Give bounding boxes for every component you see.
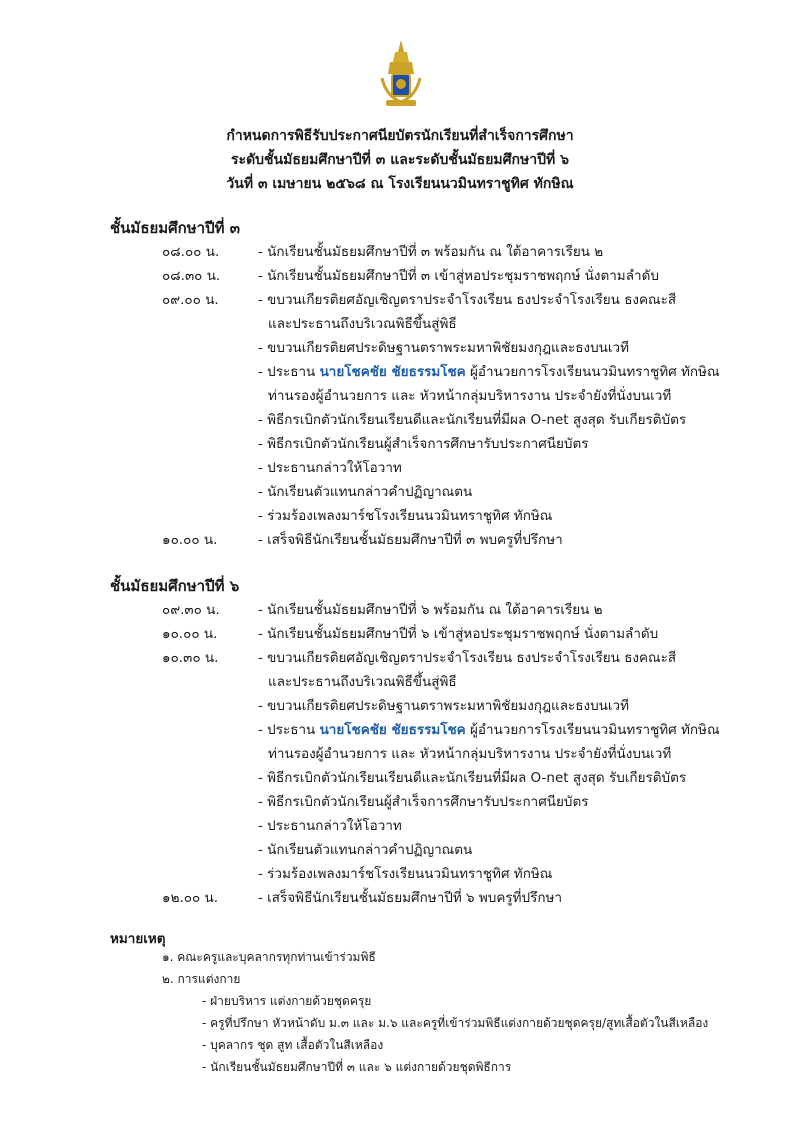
schedule-item: - นักเรียนชั้นมัธยมศึกษาปีที่ ๖ เข้าสู่หอประชุมราชพฤกษ์ นั่งตามลำดับ bbox=[258, 626, 659, 642]
schedule-item: - พิธีกรเบิกตัวนักเรียนผู้สำเร็จการศึกษารับประกาศนียบัตร bbox=[258, 794, 589, 810]
schedule-row bbox=[0, 336, 800, 360]
schedule-time: ๑๐.๐๐ น. bbox=[162, 626, 218, 642]
schedule-item-prefix: - ประธาน bbox=[258, 722, 320, 738]
schedule-time: ๐๘.๓๐ น. bbox=[162, 268, 221, 284]
schedule-item: - พิธีกรเบิกตัวนักเรียนเรียนดีและนักเรียนที่มีผล O-net สูงสุด รับเกียรติบัตร bbox=[258, 770, 687, 786]
schedule-row bbox=[0, 886, 800, 910]
schedule-item: - ประธานกล่าวให้โอวาท bbox=[258, 818, 402, 834]
schedule-row bbox=[0, 384, 800, 408]
schedule-row bbox=[0, 528, 800, 552]
schedule-item bbox=[258, 360, 720, 384]
schedule-time: ๐๙.๓๐ น. bbox=[162, 602, 220, 618]
dress-code-item: - บุคลากร ชุด สูท เสื้อตัวในสีเหลือง bbox=[202, 1038, 384, 1052]
schedule-item: - นักเรียนตัวแทนกล่าวคำปฏิญาณตน bbox=[258, 842, 473, 858]
schedule-item bbox=[258, 718, 720, 742]
schedule-item: - นักเรียนชั้นมัธยมศึกษาปีที่ ๖ พร้อมกัน ณ ใต้อาคารเรียน ๒ bbox=[258, 602, 603, 618]
schedule-row bbox=[0, 264, 800, 288]
schedule-item-continued: ท่านรองผู้อำนวยการ และ หัวหน้ากลุ่มบริหารงาน ประจำยังที่นั่งบนเวที bbox=[268, 746, 672, 762]
schedule-item: - พิธีกรเบิกตัวนักเรียนผู้สำเร็จการศึกษารับประกาศนียบัตร bbox=[258, 436, 589, 452]
schedule-row bbox=[0, 408, 800, 432]
schedule-item: - เสร็จพิธีนักเรียนชั้นมัธยมศึกษาปีที่ ๓ พบครูที่ปรึกษา bbox=[258, 532, 563, 548]
notes-heading: หมายเหตุ bbox=[110, 931, 166, 947]
schedule-item: - นักเรียนชั้นมัธยมศึกษาปีที่ ๓ พร้อมกัน ณ ใต้อาคารเรียน ๒ bbox=[258, 244, 604, 260]
title-line-3: วันที่ ๓ เมษายน ๒๕๖๘ ณ โรงเรียนนวมินทราชูทิศ ทักษิณ bbox=[226, 176, 574, 192]
schedule-item: - เสร็จพิธีนักเรียนชั้นมัธยมศึกษาปีที่ ๖ พบครูที่ปรึกษา bbox=[258, 890, 563, 906]
section-heading-m6: ชั้นมัธยมศึกษาปีที่ ๖ bbox=[110, 577, 240, 595]
schedule-time: ๑๒.๐๐ น. bbox=[162, 890, 219, 906]
schedule-row bbox=[0, 312, 800, 336]
title-line-2: ระดับชั้นมัธยมศึกษาปีที่ ๓ และระดับชั้นมัธยมศึกษาปีที่ ๖ bbox=[231, 152, 569, 168]
schedule-item: - พิธีกรเบิกตัวนักเรียนเรียนดีและนักเรียนที่มีผล O-net สูงสุด รับเกียรติบัตร bbox=[258, 412, 687, 428]
schedule-item: - ร่วมร้องเพลงมาร์ชโรงเรียนนวมินทราชูทิศ ทักษิณ bbox=[258, 508, 553, 524]
title-line-1: กำหนดการพิธีรับประกาศนียบัตรนักเรียนที่สำเร็จการศึกษา bbox=[226, 128, 574, 144]
schedule-item-suffix: ผู้อำนวยการโรงเรียนนวมินทราชูทิศ ทักษิณ bbox=[465, 722, 720, 738]
schedule-item-prefix: - ประธาน bbox=[258, 364, 320, 380]
note-item: ๑. คณะครูและบุคลากรทุกท่านเข้าร่วมพิธี bbox=[162, 950, 376, 964]
schedule-row bbox=[0, 646, 800, 670]
schedule-item: - ขบวนเกียรติยศประดิษฐานตราพระมหาพิชัยมงกุฎและธงบนเวที bbox=[258, 698, 629, 714]
schedule-item-suffix: ผู้อำนวยการโรงเรียนนวมินทราชูทิศ ทักษิณ bbox=[465, 364, 720, 380]
schedule-time: ๐๘.๐๐ น. bbox=[162, 244, 220, 260]
schedule-row bbox=[0, 598, 800, 622]
schedule-row bbox=[0, 670, 800, 694]
schedule-item-continued: ท่านรองผู้อำนวยการ และ หัวหน้ากลุ่มบริหารงาน ประจำยังที่นั่งบนเวที bbox=[268, 388, 672, 404]
dress-code-item: - ครูที่ปรึกษา หัวหน้าดับ ม.๓ และ ม.๖ และครูที่เข้าร่วมพิธีแต่งกายด้วยชุดครุย/สูทเสื้อตัวในสีเหลือง bbox=[202, 1016, 709, 1030]
chairman-name: นายโชคชัย ชัยธรรมโชค bbox=[319, 364, 466, 380]
schedule-time: ๐๙.๐๐ น. bbox=[162, 292, 219, 308]
schedule-row bbox=[0, 862, 800, 886]
schedule-row bbox=[0, 360, 800, 384]
schedule-item: - นักเรียนตัวแทนกล่าวคำปฏิญาณตน bbox=[258, 484, 473, 500]
schedule-row bbox=[0, 694, 800, 718]
schedule-row bbox=[0, 240, 800, 264]
schedule-row bbox=[0, 622, 800, 646]
schedule-row bbox=[0, 742, 800, 766]
schedule-item-continued: และประธานถึงบริเวณพิธีขึ้นสู่พิธี bbox=[268, 316, 457, 332]
schedule-row bbox=[0, 814, 800, 838]
schedule-row bbox=[0, 718, 800, 742]
dress-code-item: - นักเรียนชั้นมัธยมศึกษาปีที่ ๓ และ ๖ แต่งกายด้วยชุดพิธีการ bbox=[202, 1060, 512, 1074]
section-heading-m3: ชั้นมัธยมศึกษาปีที่ ๓ bbox=[110, 219, 240, 237]
schedule-time: ๑๐.๐๐ น. bbox=[162, 532, 218, 548]
schedule-row bbox=[0, 288, 800, 312]
dress-code-item: - ฝ่ายบริหาร แต่งกายด้วยชุดครุย bbox=[202, 994, 372, 1008]
schedule-item: - ขบวนเกียรติยศอัญเชิญตราประจำโรงเรียน ธงประจำโรงเรียน ธงคณะสี bbox=[258, 650, 677, 666]
schedule-item: - ร่วมร้องเพลงมาร์ชโรงเรียนนวมินทราชูทิศ ทักษิณ bbox=[258, 866, 553, 882]
schedule-item-continued: และประธานถึงบริเวณพิธีขึ้นสู่พิธี bbox=[268, 674, 457, 690]
schedule-item: - นักเรียนชั้นมัธยมศึกษาปีที่ ๓ เข้าสู่หอประชุมราชพฤกษ์ นั่งตามลำดับ bbox=[258, 268, 659, 284]
schedule-item: - ประธานกล่าวให้โอวาท bbox=[258, 460, 402, 476]
chairman-name: นายโชคชัย ชัยธรรมโชค bbox=[319, 722, 466, 738]
schedule-row bbox=[0, 504, 800, 528]
schedule-item: - ขบวนเกียรติยศอัญเชิญตราประจำโรงเรียน ธงประจำโรงเรียน ธงคณะสี bbox=[258, 292, 677, 308]
schedule-row bbox=[0, 456, 800, 480]
schedule-row bbox=[0, 766, 800, 790]
schedule-item: - ขบวนเกียรติยศประดิษฐานตราพระมหาพิชัยมงกุฎและธงบนเวที bbox=[258, 340, 629, 356]
schedule-row bbox=[0, 432, 800, 456]
schedule-row bbox=[0, 838, 800, 862]
note-item: ๒. การแต่งกาย bbox=[162, 972, 241, 986]
school-emblem-icon bbox=[378, 38, 424, 110]
schedule-time: ๑๐.๓๐ น. bbox=[162, 650, 219, 666]
schedule-row bbox=[0, 480, 800, 504]
schedule-row bbox=[0, 790, 800, 814]
